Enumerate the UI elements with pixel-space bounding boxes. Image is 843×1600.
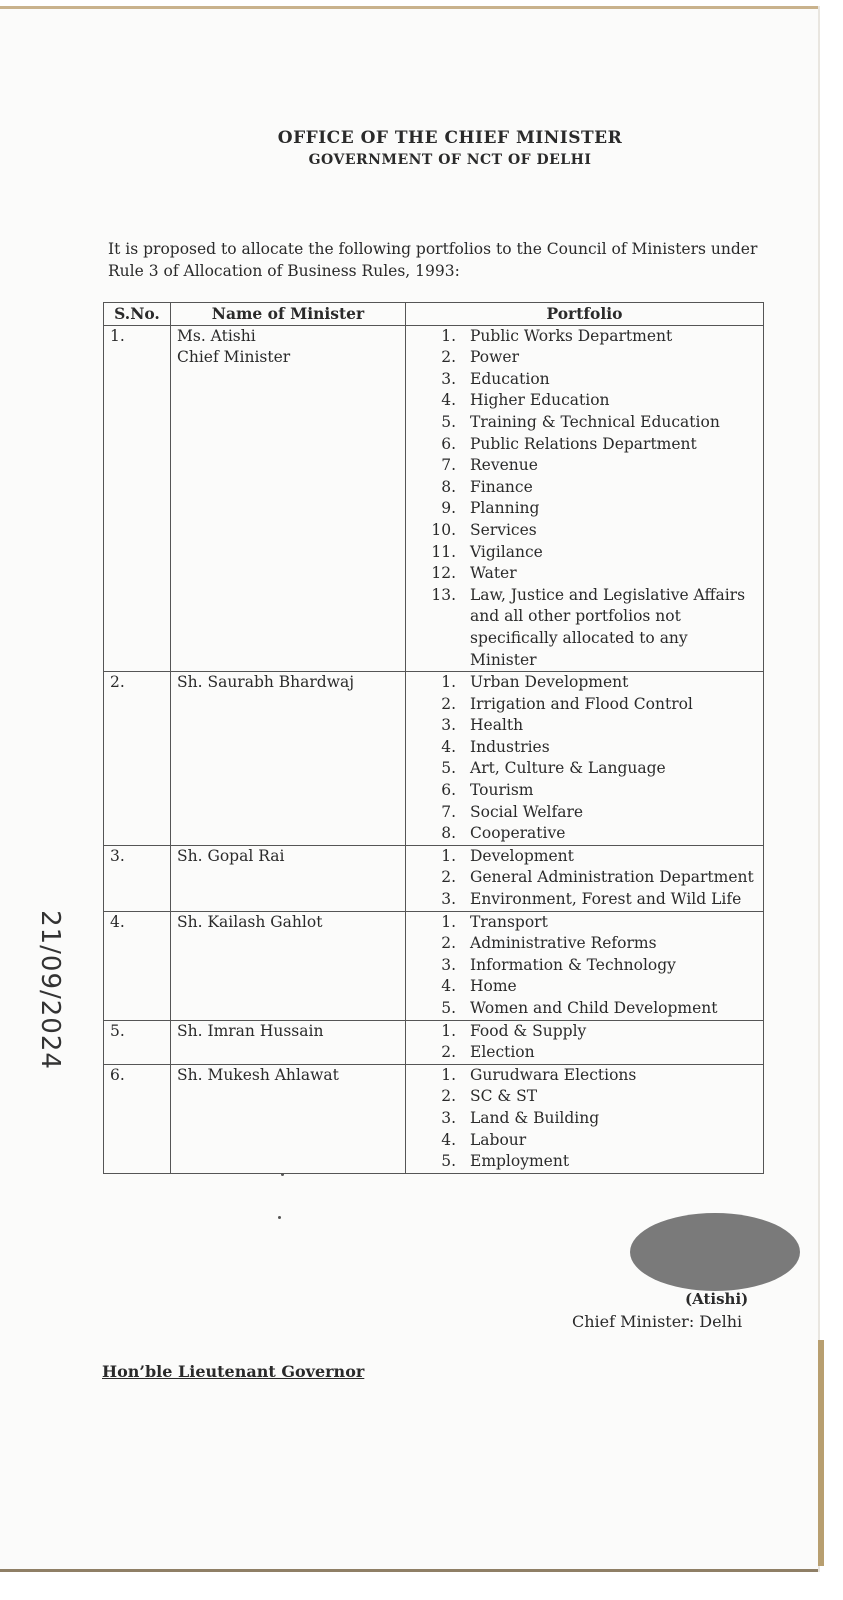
government-heading: GOVERNMENT OF NCT OF DELHI <box>308 152 592 168</box>
portfolio-number: 3. <box>441 716 456 735</box>
row-minister <box>171 672 406 846</box>
header-sno: S.No. <box>104 303 171 326</box>
signature-blot <box>630 1213 800 1291</box>
portfolio-number: 7. <box>441 802 456 821</box>
portfolio-item <box>412 1021 757 1043</box>
portfolio-number: 2. <box>441 1087 456 1106</box>
signatory-title: Chief Minister: Delhi <box>572 1312 743 1331</box>
portfolio-number: 2. <box>441 934 456 953</box>
portfolio-number: 5. <box>441 759 456 778</box>
row-minister <box>171 911 406 1020</box>
portfolio-item <box>412 412 757 434</box>
portfolio-number: 3. <box>441 369 456 388</box>
portfolio-text: Industries <box>470 737 550 756</box>
portfolio-item <box>412 1130 757 1152</box>
portfolio-item <box>412 867 757 889</box>
portfolio-text: Education <box>470 369 550 388</box>
portfolio-item <box>412 1042 757 1064</box>
row-sno: 5. <box>104 1020 171 1064</box>
addressee: Hon’ble Lieutenant Governor <box>102 1362 365 1381</box>
portfolio-text: Water <box>470 564 517 583</box>
portfolio-item <box>412 846 757 868</box>
portfolio-table <box>103 302 764 1174</box>
portfolio-number: 10. <box>431 520 456 539</box>
portfolio-item <box>412 498 757 520</box>
portfolio-text: Women and Child Development <box>470 999 718 1017</box>
portfolio-text: SC & ST <box>470 1087 538 1106</box>
portfolio-number: 3. <box>441 1108 456 1127</box>
portfolio-item <box>412 563 757 585</box>
portfolio-text: Development <box>470 846 574 865</box>
table-row <box>104 1064 764 1173</box>
portfolio-item <box>412 672 757 694</box>
portfolio-number: 7. <box>441 456 456 475</box>
portfolio-list <box>412 912 757 1020</box>
portfolio-item <box>412 369 757 391</box>
row-portfolios <box>406 1020 764 1064</box>
portfolio-item <box>412 1086 757 1108</box>
row-portfolios <box>406 325 764 672</box>
portfolio-list <box>412 1065 757 1173</box>
row-portfolios <box>406 911 764 1020</box>
portfolio-text: Vigilance <box>470 542 543 561</box>
portfolio-list <box>412 846 757 911</box>
portfolio-list <box>412 326 757 672</box>
row-sno: 4. <box>104 911 171 1020</box>
minister-name: Sh. Kailash Gahlot <box>177 912 323 931</box>
portfolio-number: 5. <box>441 412 456 431</box>
portfolio-number: 5. <box>441 1152 456 1171</box>
portfolio-number: 11. <box>431 542 456 561</box>
portfolio-number: 8. <box>441 477 456 496</box>
portfolio-list <box>412 1021 757 1064</box>
table-row <box>104 1020 764 1064</box>
portfolio-item <box>412 542 757 564</box>
row-minister <box>171 1020 406 1064</box>
row-sno: 6. <box>104 1064 171 1173</box>
intro-paragraph: It is proposed to allocate the following portfolios to the Council of Ministers under Rule 3 of Allocation of Business Rules, 1993: <box>108 240 758 280</box>
portfolio-text: Finance <box>470 477 533 496</box>
portfolio-number: 6. <box>441 781 456 800</box>
portfolio-number: 1. <box>441 673 456 692</box>
page-edge <box>818 1340 824 1566</box>
portfolio-text: Labour <box>470 1130 527 1149</box>
row-portfolios <box>406 1064 764 1173</box>
portfolio-text: Gurudwara Elections <box>470 1065 637 1084</box>
portfolio-text: Employment <box>470 1152 570 1171</box>
portfolio-item <box>412 1065 757 1087</box>
portfolio-text: Environment, Forest and Wild Life <box>470 890 742 909</box>
row-minister <box>171 325 406 672</box>
portfolio-text: Power <box>470 348 519 367</box>
portfolio-text: Health <box>470 716 524 735</box>
portfolio-item <box>412 347 757 369</box>
table-header-row <box>104 303 764 326</box>
portfolio-text: Training & Technical Education <box>470 412 720 431</box>
portfolio-item <box>412 477 757 499</box>
portfolio-item <box>412 912 757 934</box>
row-sno: 2. <box>104 672 171 846</box>
portfolio-text: Revenue <box>470 456 538 475</box>
header-name: Name of Minister <box>171 303 406 326</box>
minister-name: Sh. Imran Hussain <box>177 1021 324 1040</box>
minister-name: Sh. Mukesh Ahlawat <box>177 1065 339 1084</box>
row-portfolios <box>406 845 764 911</box>
table-row <box>104 845 764 911</box>
portfolio-item <box>412 455 757 477</box>
portfolio-number: 1. <box>441 912 456 931</box>
portfolio-text: Law, Justice and Legislative Affairs and all other portfolios not specifically allocated to any Minister <box>470 585 746 669</box>
portfolio-text: Transport <box>470 912 548 931</box>
portfolio-item <box>412 780 757 802</box>
portfolio-item <box>412 585 757 671</box>
portfolio-number: 4. <box>441 737 456 756</box>
row-minister <box>171 1064 406 1173</box>
minister-name: Ms. Atishi <box>177 326 256 345</box>
portfolio-item <box>412 737 757 759</box>
portfolio-number: 1. <box>441 1065 456 1084</box>
portfolio-number: 3. <box>441 955 456 974</box>
row-portfolios <box>406 672 764 846</box>
table-row <box>104 911 764 1020</box>
portfolio-number: 4. <box>441 391 456 410</box>
portfolio-number: 12. <box>431 564 456 583</box>
portfolio-item <box>412 889 757 911</box>
portfolio-text: Land & Building <box>470 1108 600 1127</box>
minister-name: Sh. Gopal Rai <box>177 846 285 865</box>
portfolio-text: Art, Culture & Language <box>470 759 666 778</box>
portfolio-text: Higher Education <box>470 391 610 410</box>
portfolio-number: 9. <box>441 499 456 518</box>
portfolio-number: 1. <box>441 326 456 345</box>
row-sno: 1. <box>104 325 171 672</box>
portfolio-number: 3. <box>441 890 456 909</box>
portfolio-item <box>412 715 757 737</box>
minister-name: Sh. Saurabh Bhardwaj <box>177 673 355 692</box>
minister-designation: Chief Minister <box>177 348 291 367</box>
portfolio-number: 8. <box>441 824 456 843</box>
portfolio-text: General Administration Department <box>470 868 754 887</box>
portfolio-text: Urban Development <box>470 673 629 692</box>
portfolio-item <box>412 326 757 348</box>
handwritten-date: 21/09/2024 <box>34 910 65 1070</box>
portfolio-item <box>412 998 757 1020</box>
portfolio-text: Cooperative <box>470 824 566 843</box>
portfolio-text: Information & Technology <box>470 955 676 974</box>
portfolio-item <box>412 976 757 998</box>
portfolio-text: Public Works Department <box>470 326 673 345</box>
portfolio-text: Services <box>470 520 537 539</box>
portfolio-number: 2. <box>441 694 456 713</box>
portfolio-number: 4. <box>441 977 456 996</box>
portfolio-number: 1. <box>441 1021 456 1040</box>
portfolio-item <box>412 758 757 780</box>
portfolio-text: Administrative Reforms <box>470 934 657 953</box>
speck <box>281 1173 284 1176</box>
portfolio-text: Irrigation and Flood Control <box>470 694 693 713</box>
portfolio-number: 13. <box>431 585 456 604</box>
portfolio-text: Public Relations Department <box>470 434 697 453</box>
portfolio-item <box>412 802 757 824</box>
speck <box>278 1216 281 1219</box>
portfolio-item <box>412 933 757 955</box>
portfolio-number: 1. <box>441 846 456 865</box>
portfolio-item <box>412 520 757 542</box>
portfolio-text: Election <box>470 1043 535 1062</box>
portfolio-item <box>412 823 757 845</box>
portfolio-item <box>412 434 757 456</box>
portfolio-list <box>412 672 757 845</box>
portfolio-number: 6. <box>441 434 456 453</box>
portfolio-number: 4. <box>441 1130 456 1149</box>
portfolio-text: Planning <box>470 499 540 518</box>
portfolio-item <box>412 1108 757 1130</box>
portfolio-number: 5. <box>441 999 456 1017</box>
table-row <box>104 325 764 672</box>
signatory-name: (Atishi) <box>685 1290 749 1308</box>
header-portfolio: Portfolio <box>406 303 764 326</box>
table-body <box>104 325 764 1173</box>
portfolio-text: Social Welfare <box>470 802 584 821</box>
portfolio-text: Tourism <box>470 781 534 800</box>
portfolio-number: 2. <box>441 348 456 367</box>
row-minister <box>171 845 406 911</box>
table-row <box>104 672 764 846</box>
row-sno: 3. <box>104 845 171 911</box>
portfolio-item <box>412 390 757 412</box>
portfolio-item <box>412 694 757 716</box>
portfolio-number: 2. <box>441 868 456 887</box>
portfolio-text: Food & Supply <box>470 1021 587 1040</box>
portfolio-item <box>412 1151 757 1173</box>
portfolio-number: 2. <box>441 1043 456 1062</box>
office-heading: OFFICE OF THE CHIEF MINISTER <box>277 128 623 148</box>
portfolio-item <box>412 955 757 977</box>
portfolio-text: Home <box>470 977 517 996</box>
